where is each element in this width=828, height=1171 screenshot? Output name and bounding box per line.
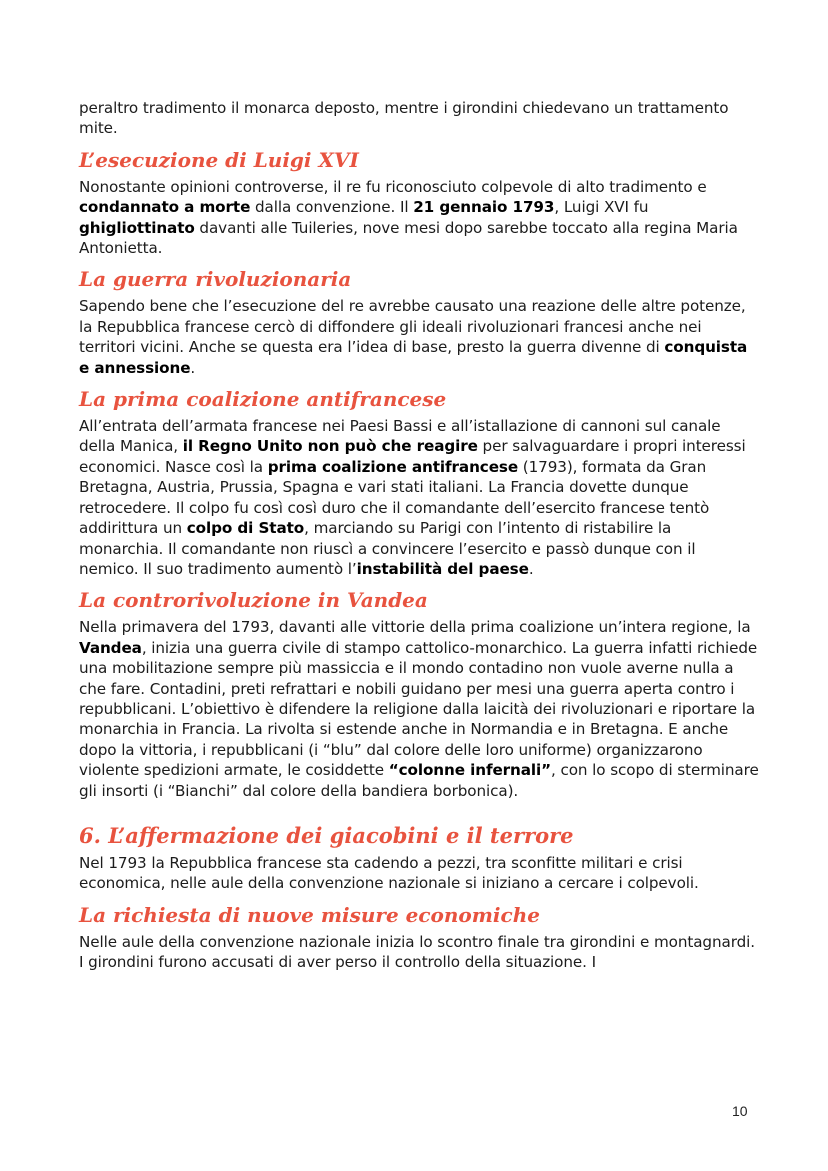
bold-colonne-infernali: “colonne infernali”: [388, 761, 551, 780]
bold-data: 21 gennaio 1793: [413, 198, 555, 217]
intro-paragraph: peraltro tradimento il monarca deposto, mentre i girondini chiedevano un trattamento mite.: [79, 99, 729, 138]
heading-controrivoluzione: La controrivoluzione in Vandea: [79, 588, 428, 613]
bold-regno-unito: il Regno Unito non può che reagire: [182, 437, 478, 456]
paragraph-vandea: Nella primavera del 1793, davanti alle vittorie della prima coalizione un’intera regione, la Vandea, inizia una guerra civile di stampo cattolico-monarchico. La guerra infatti richiede una mobilitazione sempre più massiccia e il mondo contadino non vuole averne nulla a che fare. Contadini, preti refrattari e nobili guidano per mesi una guerra aperta contro i repubblicani. L’obiettivo è difendere la religione dalla laicità dei rivoluzionari e riportare la monarchia in Francia. La rivolta si estende anche in Normandia e in Bretagna. E anche dopo la vittoria, i repubblicani (i “blu” dal colore delle loro uniforme) organizzarono violente spedizioni armate, le cosiddette “colonne infernali”, con lo scopo di sterminare gli insorti (i “Bianchi” dal colore della bandiera borbonica).: [79, 618, 759, 800]
bold-instabilita: instabilità del paese: [356, 559, 529, 578]
bold-colpo-di-stato: colpo di Stato: [186, 519, 305, 538]
paragraph-giacobini: Nel 1793 la Repubblica francese sta cadendo a pezzi, tra sconfitte militari e crisi economica, nelle aule della convenzione nazionale si iniziano a cercare i colpevoli.: [79, 853, 699, 893]
paragraph-misure: Nelle aule della convenzione nazionale inizia lo scontro finale tra girondini e montagnardi. I girondini furono accusati di aver perso il controllo della situazione. I: [79, 932, 755, 972]
bold-condannato: condannato a morte: [79, 198, 251, 217]
bold-ghigliottinato: ghigliottinato: [79, 218, 195, 237]
paragraph-coalizione: All’entrata dell’armata francese nei Paesi Bassi e all’istallazione di cannoni sul canale della Manica, il Regno Unito non può che reagire per salvaguardare i propri interessi economici. Nasce così la prima coalizione antifrancese (1793), formata da Gran Bretagna, Austria, Prussia, Spagna e vari stati italiani. La Francia dovette dunque retrocedere. Il colpo fu così così duro che il comandante dell’esercito francese tentò addirittura un colpo di Stato, marciando su Parigi con l’intento di ristabilire la monarchia. Il comandante non riuscì a convincere l’esercito e passò dunque con il nemico. Il suo tradimento aumentò l’instabilità del paese.: [79, 417, 746, 578]
bold-prima-coalizione: prima coalizione antifrancese: [267, 457, 519, 476]
heading-misure-economiche: La richiesta di nuove misure economiche: [79, 902, 540, 927]
heading-esecuzione-luigi: L’esecuzione di Luigi XVI: [79, 147, 359, 172]
page-content: [79, 98, 759, 973]
page-number: 10: [732, 1103, 748, 1119]
heading-affermazione-giacobini: 6. L’affermazione dei giacobini e il terrore: [79, 822, 574, 848]
paragraph-guerra: Sapendo bene che l’esecuzione del re avrebbe causato una reazione delle altre potenze, la Repubblica francese cercò di diffondere gli ideali rivoluzionari francesi anche nei territori vicini. Anche se questa era l’idea di base, presto la guerra divenne di conquista e annessione.: [79, 297, 748, 377]
paragraph-esecuzione: Nonostante opinioni controverse, il re fu riconosciuto colpevole di alto tradimento e condannato a morte dalla convenzione. Il 21 gennaio 1793, Luigi XVI fu ghigliottinato davanti alle Tuileries, nove mesi dopo sarebbe toccato alla regina Maria Antonietta.: [79, 177, 738, 258]
bold-conquista: conquista e annessione: [79, 338, 748, 377]
heading-guerra-rivoluzionaria: La guerra rivoluzionaria: [79, 267, 352, 292]
bold-vandea: Vandea: [79, 638, 142, 657]
heading-prima-coalizione: La prima coalizione antifrancese: [79, 387, 447, 412]
